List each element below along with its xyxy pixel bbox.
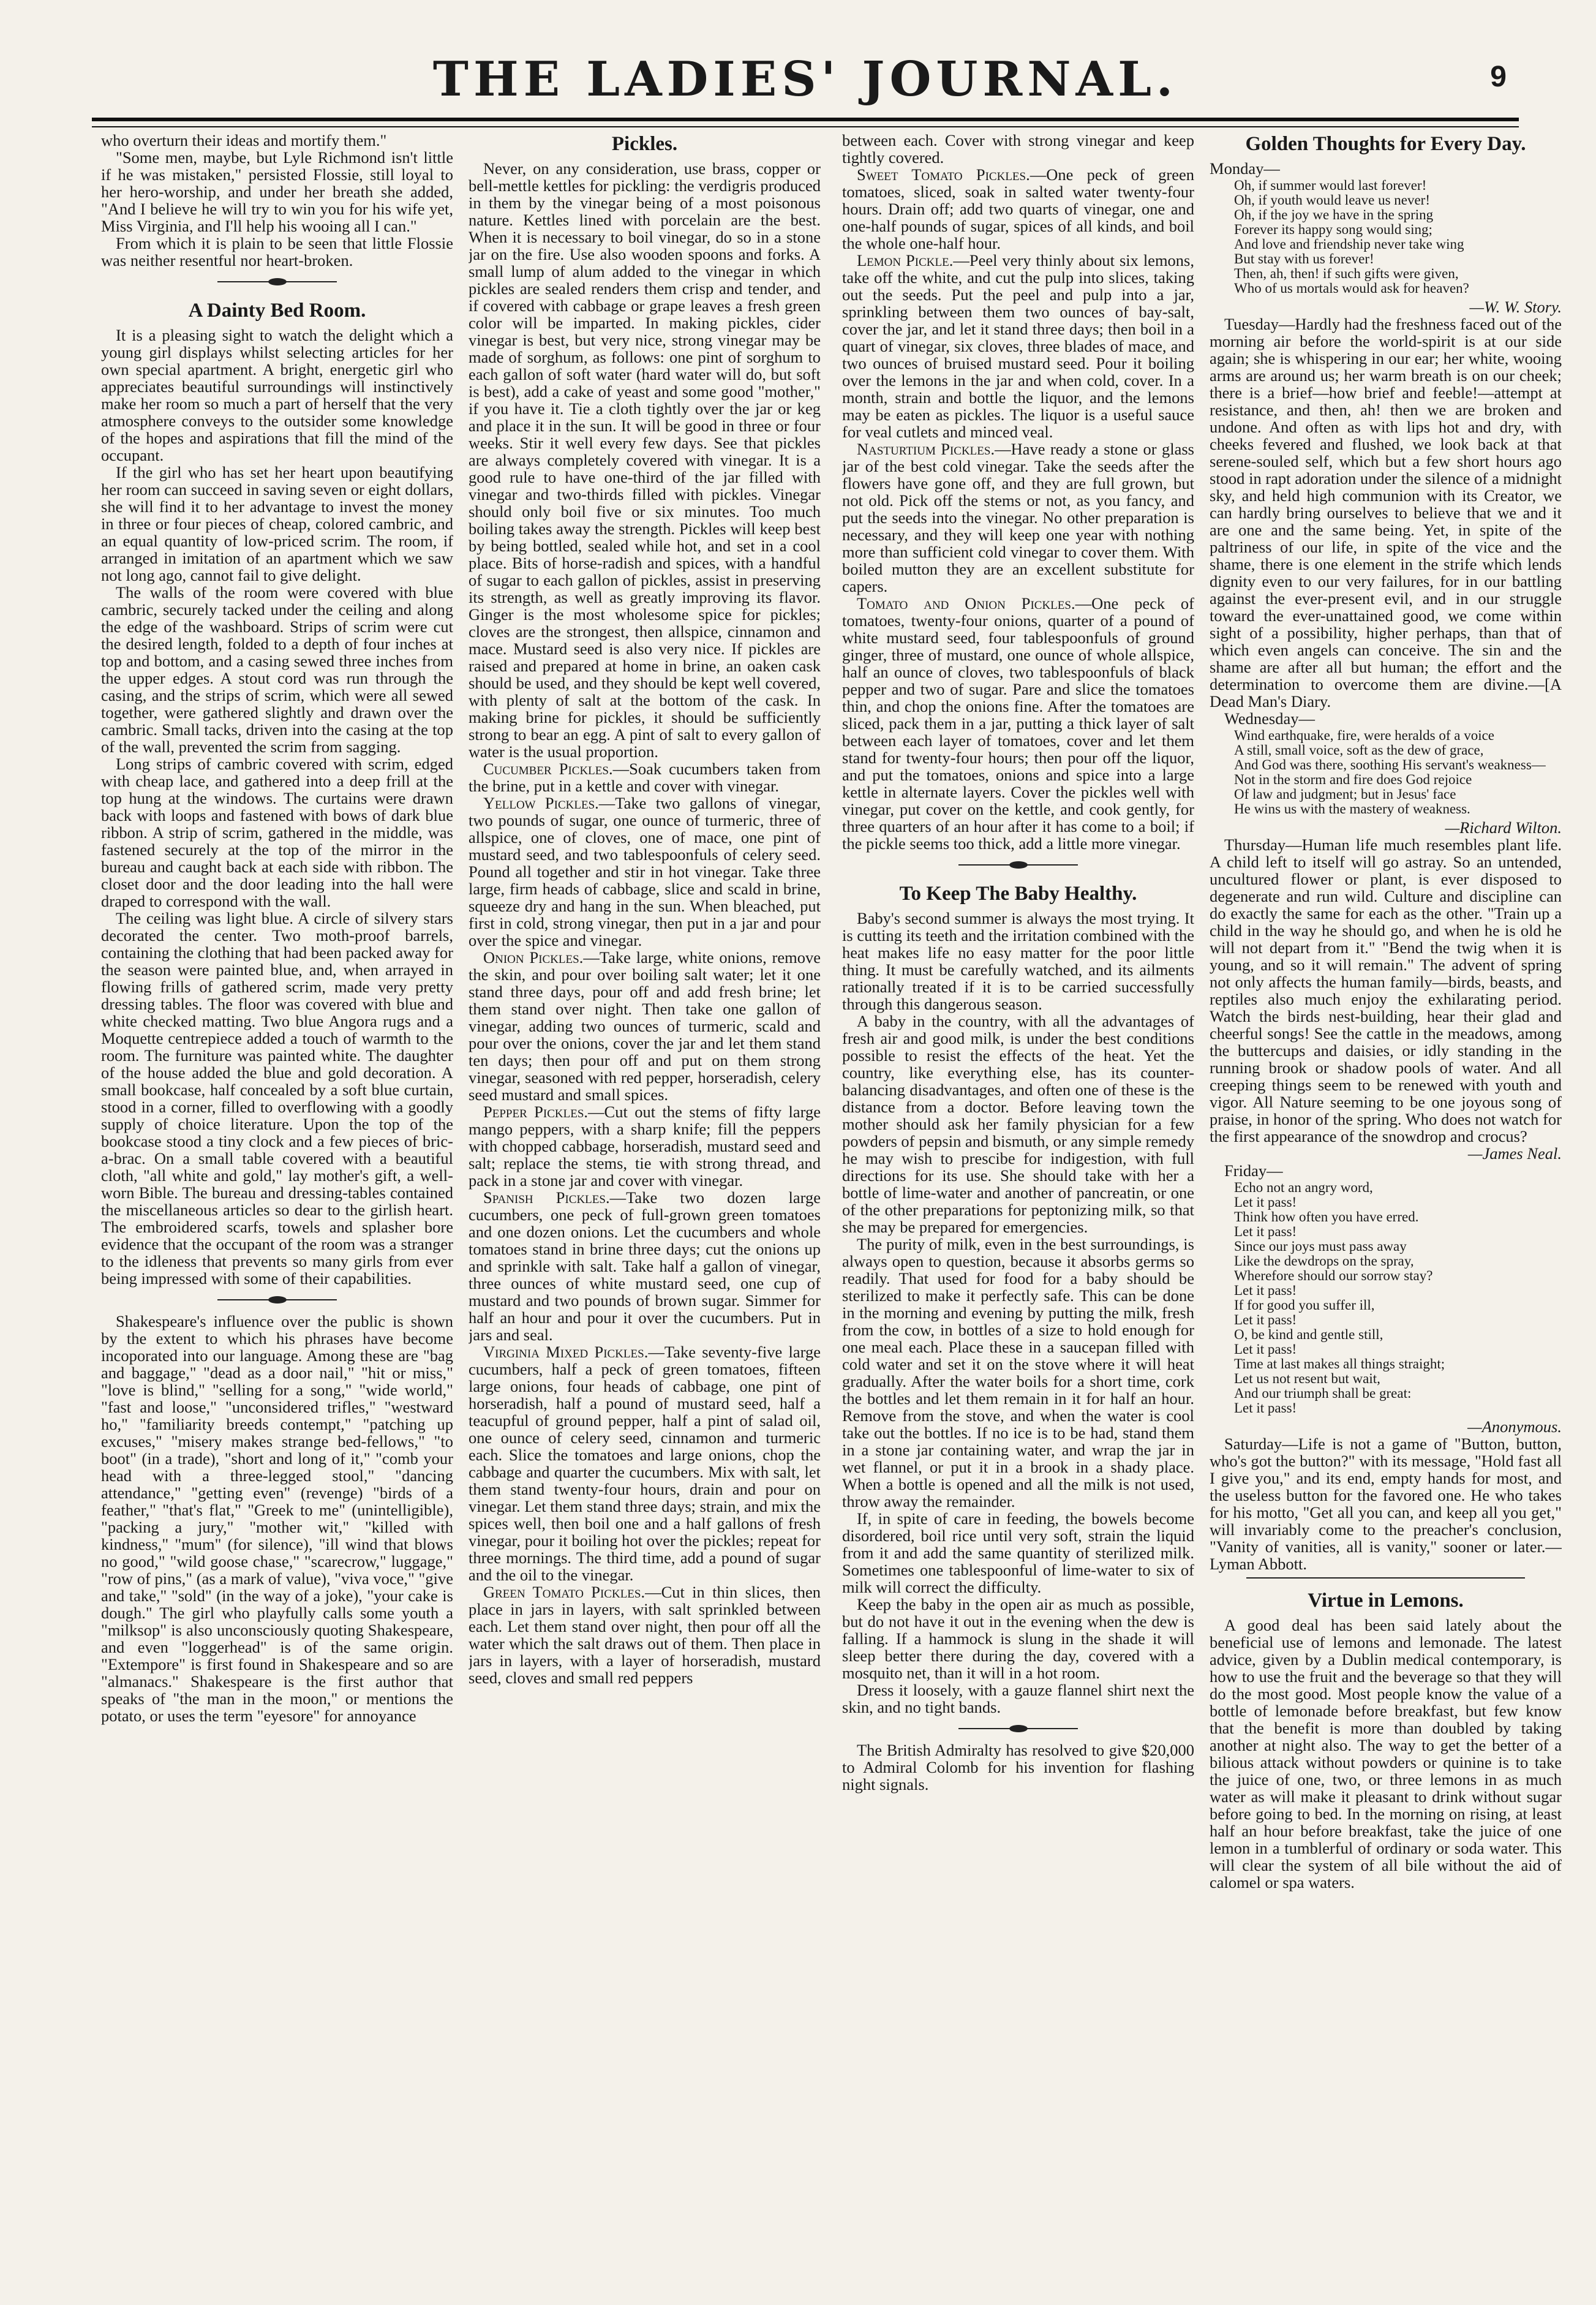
verse-line: Let it pass! bbox=[1234, 1400, 1297, 1416]
paragraph: Baby's second summer is always the most trying. It is cutting its teeth and the irritation combined with the heat makes life no easy matter for the poor little thing. It must be carefully watched, and its ailments rationally treated if it is to be carried successfully through this dangerous season. bbox=[842, 909, 1194, 1013]
recipe-paragraph bbox=[469, 1343, 821, 1583]
verse-line: But stay with us forever! bbox=[1234, 251, 1374, 266]
recipe-label: Onion Pickles. bbox=[483, 948, 584, 967]
masthead-rule-thin bbox=[92, 126, 1519, 127]
recipe-label: Green Tomato Pickles. bbox=[483, 1583, 646, 1601]
article-heading: A Dainty Bed Room. bbox=[188, 300, 366, 322]
paragraph: The walls of the room were covered with blue cambric, securely tacked under the ceiling and along the edge of the washboard. Strips of scrim were cut the desired length, folded to a depth of four inches at top and bottom, and a casing sewed three inches from the upper edges. A stout cord was run through the casing, and the strips of scrim, which were all sewed together, were gathered slightly and drawn over the cambric. Small tacks, driven into the casing at the top of the wall, prevented the scrim from sagging. bbox=[101, 583, 453, 756]
verse-line: Then, ah, then! if such gifts were given, bbox=[1234, 266, 1459, 281]
recipe-text: —Take two gallons of vinegar, two pounds of sugar, one ounce of turmeric, three of allspice, one of cloves, one of mace, one pint of mustard seed, and two tablespoonfuls of celery seed. Pound all together and stir in hot vinegar. Take three large, firm heads of cabbage, slice and scald in brine, squeeze dry and hang in the sun. When bleached, put first in cold, strong vinegar, then put in a jar and pour over the spice and vinegar. bbox=[469, 794, 821, 949]
recipe-text: —Cut in thin slices, then place in jars in layers, with salt sprinkled between each. Let them stand over night, then pour off all the water which the salt draws out of them. Then place in jars in layers, with a layer of horseradish, mustard seed, cloves and small red peppers bbox=[469, 1583, 821, 1687]
paragraph: The ceiling was light blue. A circle of silvery stars decorated the center. Two moth-proof barrels, containing the clothing that had been packed away for the season were painted blue, and, when arrayed in flowing frills of gathered scrim, made very pretty dressing tables. The floor was covered with blue and white checked matting. Two blue Angora rugs and a Moquette centrepiece added a touch of warmth to the room. The furniture was painted white. The daughter of the house added the blue and gold decoration. A small bookcase, half concealed by a soft blue curtain, stood in a corner, filled to overflowing with a goodly supply of choice literature. Upon the top of the bookcase stood a tiny clock and a few pieces of bric-a-brac. On a small table covered with a beautiful cloth, "all white and gold," lay mother's gift, a well-worn Bible. The bureau and dressing-tables contained the miscellaneous articles so dear to the girlish heart. The embroidered scarfs, towels and splasher bore evidence that the occupant of the room was a stranger to the idleness that prevents so many girls from ever being impressed with some of their capabilities. bbox=[101, 909, 453, 1288]
paragraph: who overturn their ideas and mortify them." bbox=[101, 132, 387, 149]
recipe-paragraph bbox=[469, 1103, 821, 1189]
recipe-paragraph bbox=[842, 440, 1194, 595]
paragraph: If, in spite of care in feeding, the bowels become disordered, boil rice until very soft, strain the liquid from it and add the same quantity of sterilized milk. Sometimes one tablespoonful of lime-water to six of milk will correct the difficulty. bbox=[842, 1509, 1194, 1596]
verse-line: Echo not an angry word, bbox=[1234, 1180, 1373, 1195]
verse-line: Oh, if summer would last forever! bbox=[1234, 178, 1427, 193]
recipe-text: —Soak cucumbers taken from the brine, put in a kettle and cover with vinegar. bbox=[469, 760, 821, 795]
attribution: —Anonymous. bbox=[1467, 1417, 1562, 1436]
verse-line: Not in the storm and fire does God rejoice bbox=[1234, 772, 1472, 787]
day-label: Wednesday— bbox=[1224, 709, 1315, 728]
verse-line: Think how often you have erred. bbox=[1234, 1209, 1419, 1224]
attribution: —Richard Wilton. bbox=[1445, 818, 1562, 837]
recipe-label: Sweet Tomato Pickles. bbox=[857, 165, 1030, 184]
verse-line: Of law and judgment; but in Jesus' face bbox=[1234, 787, 1456, 802]
day-label: Monday— bbox=[1210, 159, 1280, 178]
column-4 bbox=[1210, 132, 1562, 2282]
paragraph: "Some men, maybe, but Lyle Richmond isn't little if he was mistaken," persisted Flossie, still loyal to her hero-worship, and under her breath she added, "And I believe he will try to win you for his wife yet, Miss Virginia, and I'll help his wooing all I can." bbox=[101, 148, 453, 235]
recipe-text: —One peck of tomatoes, twenty-four onions, quarter of a pound of white mustard seed, four tablespoonfuls of ground ginger, three of mustard, one ounce of whole allspice, half an ounce of cloves, two tablespoonfuls of black pepper and two of sugar. Pare and slice the tomatoes thin, and chop the onions fine. After the tomatoes are sliced, pack them in a jar, putting a thick layer of salt between each layer of tomatoes, cover and let them stand for twenty-four hours; then pour off the liquor, and put the tomatoes, onions and spice into a large kettle in alternate layers. Cover the pickles well with vinegar, put cover on the kettle, and cook gently, for three quarters of an hour after it has come to a boil; if the pickle seems too thick, add a little more vinegar. bbox=[842, 594, 1194, 853]
article-heading: Virtue in Lemons. bbox=[1308, 1590, 1464, 1612]
verse-line: And God was there, soothing His servant's weakness— bbox=[1234, 757, 1546, 772]
paragraph: Never, on any consideration, use brass, copper or bell-mettle kettles for pickling: the verdigris produced in them by the vinegar being of a most poisonous nature. Kettles lined with porcelain are the best. When it is necessary to boil vinegar, do so in a stone jar on the fire. Use also wooden spoons and forks. A small lump of alum added to the vinegar in which pickles are sealed renders them crisp and tender, and if covered with cabbage or grape leaves a fresh green color will be imparted. In making pickles, cider vinegar is best, but very nice, strong vinegar may be made of sorghum, as follows: one pint of sorghum to each gallon of soft water (hard water will do, but soft is best), add a cake of yeast and some good "mother," if you have it. Tie a cloth tightly over the jar or keg and place it in the sun. It will be good in three or four weeks. Stir it well every few days. See that pickles are always completely covered with vinegar. It is a good rule to have one-third of the jar filled with vinegar and two-thirds filled with pickles. Vinegar should only boil five or six minutes. Too much boiling takes away the strength. Pickles will keep best by being bottled, sealed while hot, and set in a cool place. Bits of horse-radish and spices, with a handful of sugar to each gallon of pickles, assist in preserving its strength, as well as greatly improving its flavor. Ginger is the most wholesome spice for pickles; cloves are the strongest, then allspice, cinnamon and mace. Mustard seed is also very nice. If pickles are raised and prepared at home in brine, an oaken cask should be used, and they should be kept well covered, with plenty of salt at the bottom of the cask. In making brine for pickles, it should be sufficiently strong to bear an egg. A pint of salt to every gallon of water is the usual proportion. bbox=[469, 159, 821, 761]
recipe-paragraph bbox=[469, 1583, 821, 1686]
verse-line: Time at last makes all things straight; bbox=[1234, 1356, 1445, 1371]
recipe-label: Pepper Pickles. bbox=[483, 1103, 589, 1121]
verse-line: Like the dewdrops on the spray, bbox=[1234, 1253, 1414, 1269]
paragraph: Thursday—Human life much resembles plant life. A child left to itself will go astray. So an untended, uncultured flower or plant, is ever disposed to degenerate and run wild. Culture and discipline can do exactly the same for each as the other. "Train up a child in the way he should go, and when he is old he will not depart from it." "Bend the twig when it is young, and so it will remain." The advent of spring not only affects the human family—birds, beasts, and reptiles also much enjoy the exhilarating period. Watch the birds nest-building, hear their glad and cheerful songs! See the cattle in the meadows, among the buttercups and daisies, or idly standing in the running brook or shadow pools of water. And all creeping things seem to be renewed with youth and vigor. All Nature seeming to be one joyous song of praise, in honor of the spring. Who does not watch for the first appearance of the snowdrop and crocus? bbox=[1210, 836, 1562, 1145]
verse-line: If for good you suffer ill, bbox=[1234, 1297, 1375, 1313]
attribution: —James Neal. bbox=[1467, 1144, 1562, 1163]
recipe-paragraph bbox=[469, 949, 821, 1103]
recipe-label: Spanish Pickles. bbox=[483, 1188, 610, 1207]
verse-line: And our triumph shall be great: bbox=[1234, 1386, 1412, 1401]
verse-line: Let it pass! bbox=[1234, 1224, 1297, 1239]
verse bbox=[1234, 178, 1562, 296]
paragraph: A baby in the country, with all the advantages of fresh air and good milk, is under the best conditions possible to resist the effects of the heat. Yet the country, like everything else, has its counter-balancing disadvantages, and often one of these is the distance from a doctor. Before leaving town the mother should ask her family physician for a few powders of pepsin and bismuth, or any simple remedy he may wish to prescibe for indigestion, with full directions for its use. She should take with her a bottle of lime-water and another of pancreatin, or one of the other preparations for peptonizing milk, so that she may be prepared for emergencies. bbox=[842, 1012, 1194, 1236]
separator-ornament bbox=[842, 858, 1194, 872]
verse-line: Let it pass! bbox=[1234, 1283, 1297, 1298]
recipe-paragraph bbox=[469, 794, 821, 949]
divider-rule bbox=[1246, 1577, 1525, 1579]
verse bbox=[1234, 728, 1562, 817]
verse-line: Let it pass! bbox=[1234, 1341, 1297, 1357]
recipe-label: Nasturtium Pickles. bbox=[857, 440, 995, 458]
recipe-label: Tomato and Onion Pickles. bbox=[857, 594, 1075, 613]
recipe-text: —Have ready a stone or glass jar of the best cold vinegar. Take the seeds after the flowers have gone off, and they are full grown, but not old. Pick off the stems or not, as you fancy, and put the seeds into the vinegar. No other preparation is necessary, and they will keep one year with nothing more than sufficient cold vinegar to cover them. With boiled mutton they are an excellent substitute for capers. bbox=[842, 440, 1194, 595]
verse-line: He wins us with the mastery of weakness. bbox=[1234, 801, 1470, 817]
recipe-paragraph bbox=[842, 595, 1194, 852]
paragraph: The British Admiralty has resolved to give $20,000 to Admiral Colomb for his invention for flashing night signals. bbox=[842, 1741, 1194, 1794]
recipe-text: —Cut out the stems of fifty large mango peppers, with a sharp knife; fill the peppers with chopped cabbage, horseradish, mustard seed and salt; replace the stems, tie with strong thread, and pack in a stone jar and cover with vinegar. bbox=[469, 1103, 821, 1190]
paragraph: Saturday—Life is not a game of "Button, button, who's got the button?" with its message, "Hold fast all I give you," and its end, empty hands for most, and the useless button for the favored one. He who takes for his motto, "Get all you can, and keep all you get," will invariably come to the preacher's conclusion, "Vanity of vanities, all is vanity," sooner or later.—Lyman Abbott. bbox=[1210, 1435, 1562, 1573]
recipe-text: —Take two dozen large cucumbers, one peck of full-grown green tomatoes and one dozen onions. Let the cucumbers and whole tomatoes stand in brine three days; cut the onions up and sprinkle with salt. Take half a gallon of vinegar, three ounces of white mustard seed, one cup of mustard and two pounds of brown sugar. Simmer for half an hour and pour it over the cucumbers. Put in jars and seal. bbox=[469, 1188, 821, 1344]
recipe-paragraph bbox=[842, 252, 1194, 440]
paragraph: From which it is plain to be seen that little Flossie was neither resentful nor heart-broken. bbox=[101, 234, 453, 270]
separator-ornament bbox=[101, 275, 453, 289]
paragraph: Dress it loosely, with a gauze flannel shirt next the skin, and no tight bands. bbox=[842, 1681, 1194, 1716]
attribution: —W. W. Story. bbox=[1469, 298, 1562, 316]
verse-line: Wind earthquake, fire, were heralds of a voice bbox=[1234, 728, 1495, 743]
paragraph: It is a pleasing sight to watch the delight which a young girl displays whilst selecting articles for her own special apartment. A bright, energetic girl who appreciates beautiful surroundings will instinctively make her room so much a part of herself that the very atmosphere conveys to the outsider some knowledge of the hopes and aspirations that fill the mind of the occupant. bbox=[101, 326, 453, 464]
column-2 bbox=[469, 132, 821, 2282]
verse bbox=[1234, 1180, 1562, 1416]
recipe-label: Virginia Mixed Pickles. bbox=[483, 1343, 649, 1361]
paragraph: The purity of milk, even in the best surroundings, is always open to question, because it absorbs germs so readily. That used for food for a baby should be sterilized to make it perfectly safe. This can be done in the morning and evening by putting the milk, fresh from the cow, in bottles of a size to hold enough for one meal each. Place these in a saucepan filled with cold water and set it on the stove where it will heat gradually. After the water boils for a short time, cork the bottles and let them remain in it for half an hour. Remove from the stove, and when the water is cool take out the bottles. If no ice is to be had, stand them in a stone jar containing water, and wrap the jar in wet flannel, or put it in a brook in a shady place. When a bottle is opened and all the milk is not used, throw away the remainder. bbox=[842, 1235, 1194, 1511]
day-label: Friday— bbox=[1224, 1161, 1283, 1180]
paragraph: A good deal has been said lately about the beneficial use of lemons and lemonade. The latest advice, given by a Dublin medical contemporary, is how to use the fruit and the beverage so that they will do the most good. Most people know the value of a bottle of lemonade before breakfast, but few know that the benefit is more than doubled by taking another at night also. The way to get the better of a bilious attack without powders or quinine is to take the juice of one, two, or three lemons in as much water as will make it pleasant to drink without sugar before going to bed. In the morning on rising, at least half an hour before breakfast, take the juice of one lemon in a tumblerful of ordinary or soda water. This will clear the system of all bile without the aid of calomel or spa waters. bbox=[1210, 1616, 1562, 1892]
verse-line: Wherefore should our sorrow stay? bbox=[1234, 1268, 1433, 1283]
recipe-paragraph bbox=[469, 1189, 821, 1343]
article-heading: Pickles. bbox=[611, 133, 678, 155]
paragraph: Shakespeare's influence over the public is shown by the extent to which his phrases have become incoporated into our language. Among these are "bag and baggage," "dead as a door nail," "hit or miss," "love is blind," "selling for a song," "wide world," "fast and loose," "unconsidered trifles," "westward ho," "familiarity breeds contempt," "patching up excuses," "misery makes strange bed-fellows," "to boot" (in a trade), "short and long of it," "comb your head with a three-legged stool," "dancing attendance," "getting even" (revenge) "birds of a feather," "that's flat," "Greek to me" (unintelligible), "packing a jury," "mother wit," "killed with kindness," "mum" (for silence), "ill wind that blows no good," "wild goose chase," "scarecrow," luggage," "row of pins," (as a mark of value), "viva voce," "give and take," "sold" (in the way of a joke), "your cake is dough." The girl who playfully calls some youth a "milksop" is also unconsciously quoting Shakespeare, and even "loggerhead" is of the same origin. "Extempore" is first found in Shakespeare and so are "almanacs." Shakespeare is the first author that speaks of "the man in the moon," or mentions the potato, or uses the term "eyesore" for annoyance bbox=[101, 1312, 453, 1725]
verse-line: Who of us mortals would ask for heaven? bbox=[1234, 281, 1469, 296]
recipe-text: —Peel very thinly about six lemons, take off the white, and cut the pulp into slices, taking out the seeds. Put the peel and pulp into a jar, sprinkling between them two ounces of bay-salt, cover the jar, and let it stand three days; then boil in a quart of vinegar, six cloves, three blades of mace, and two ounces of bruised mustard seed. Pour it boiling over the lemons in the jar and when cold, cover. In a month, strain and bottle the liquor, and the lemons may be eaten as pickles. The liquor is a useful sauce for veal cutlets and minced veal. bbox=[842, 251, 1194, 441]
recipe-text: —Take large, white onions, remove the skin, and pour over boiling salt water; let it one stand three days, pour off and add fresh brine; let them stand over night. Then take one gallon of vinegar, adding two ounces of turmeric, scald and pour over the onions, cover the jar and let them stand ten days; then pour off and put on them strong vinegar, seasoned with red pepper, horseradish, celery seed mustard and small spices. bbox=[469, 948, 821, 1104]
recipe-paragraph bbox=[842, 166, 1194, 252]
paragraph: If the girl who has set her heart upon beautifying her room can succeed in saving seven or eight dollars, she will find it to her advantage to invest the money in three or four pieces of cheap, colored cambric, and an equal quantity of low-priced scrim. The room, if arranged in imitation of an apartment which we saw not long ago, cannot fail to give delight. bbox=[101, 463, 453, 584]
verse-line: Let it pass! bbox=[1234, 1194, 1297, 1210]
paragraph: between each. Cover with strong vinegar and keep tightly covered. bbox=[842, 132, 1194, 167]
verse-line: Let us not resent but wait, bbox=[1234, 1371, 1380, 1386]
column-3 bbox=[842, 132, 1194, 2282]
verse-line: Let it pass! bbox=[1234, 1312, 1297, 1327]
journal-title: THE LADIES' JOURNAL. bbox=[432, 51, 1178, 107]
masthead-rule bbox=[92, 118, 1519, 121]
separator-ornament bbox=[842, 1722, 1194, 1735]
recipe-paragraph bbox=[469, 760, 821, 794]
recipe-text: —One peck of green tomatoes, sliced, soak in salted water twenty-four hours. Drain off; add two quarts of vinegar, one and one-half pounds of sugar, spices of all kinds, and boil the whole one-half hour. bbox=[842, 165, 1194, 252]
paragraph: Long strips of cambric covered with scrim, edged with cheap lace, and gathered into a deep frill at the top hung at the windows. The curtains were drawn back with loops and fastened with bows of dark blue ribbon. A strip of scrim, gathered in the middle, was fastened securely at the top of the mirror in the bureau and caught back at each side with ribbon. The closet door and the door leading into the hall were draped to correspond with the wall. bbox=[101, 755, 453, 910]
verse-line: A still, small voice, soft as the dew of grace, bbox=[1234, 742, 1484, 758]
recipe-label: Lemon Pickle. bbox=[857, 251, 954, 270]
verse-line: Forever its happy song would sing; bbox=[1234, 222, 1432, 237]
article-heading: To Keep The Baby Healthy. bbox=[899, 883, 1137, 905]
verse-line: Oh, if the joy we have in the spring bbox=[1234, 207, 1434, 222]
verse-line: Oh, if youth would leave us never! bbox=[1234, 192, 1431, 208]
paragraph: Keep the baby in the open air as much as possible, but do not have it out in the evening when the dew is falling. If a hammock is slung in the shade it will sleep better there during the day, covered with a mosquito net, than it will in a hot room. bbox=[842, 1595, 1194, 1682]
separator-ornament bbox=[101, 1293, 453, 1307]
verse-line: O, be kind and gentle still, bbox=[1234, 1327, 1383, 1342]
page-number: 9 bbox=[1490, 61, 1507, 93]
paragraph: Tuesday—Hardly had the freshness faced out of the morning air before the world-spirit is at our side again; she is whispering in our ear; her white, wooing arms are around us; her warm breath is on our cheek; there is a brief—how brief and feeble!—attempt at resistance, and then, ah! then we are broken and undone. And often as with lips hot and dry, with cheeks fevered and flushed, we look back at that serene-souled self, which but a few short hours ago stood in rapt adoration under the silence of a midnight sky, and held high communion with its Creator, we can hardly bring ourselves to believe that we and it are one and the same being. Yet, in spite of the paltriness of our life, in spite of the vice and the shame, there is one element in the strife which lends dignity even to our very failures, for in our battling against the ever-present evil, and in our struggle toward the ever-unattained good, we come within sight of a possibility, higher perhaps, than that of which even angels can conceive. The sin and the shame are after all but human; the effort and the determination to overcome them are divine.—[A Dead Man's Diary. bbox=[1210, 315, 1562, 711]
verse-line: Since our joys must pass away bbox=[1234, 1239, 1407, 1254]
verse-line: And love and friendship never take wing bbox=[1234, 236, 1464, 252]
recipe-text: —Take seventy-five large cucumbers, half a peck of green tomatoes, fifteen large onions, four heads of cabbage, one pint of horseradish, half a pound of mustard seed, half a teacupful of ground pepper, half a pint of salad oil, one ounce of celery seed, cinnamon and turmeric each. Slice the tomatoes and large onions, chop the cabbage and quarter the cucumbers. Mix with salt, let them stand twenty-four hours, drain and pour on vinegar. Let them stand three days; strain, and mix the spices well, then boil one and a half gallons of fresh vinegar, pour it boiling hot over the pickles; repeat for three mornings. The third time, add a pound of sugar and the oil to the vinegar. bbox=[469, 1343, 821, 1584]
recipe-label: Yellow Pickles. bbox=[483, 794, 599, 812]
article-heading: Golden Thoughts for Every Day. bbox=[1245, 133, 1526, 155]
column-1 bbox=[101, 132, 453, 2282]
recipe-label: Cucumber Pickles. bbox=[483, 760, 613, 778]
masthead bbox=[92, 49, 1519, 116]
